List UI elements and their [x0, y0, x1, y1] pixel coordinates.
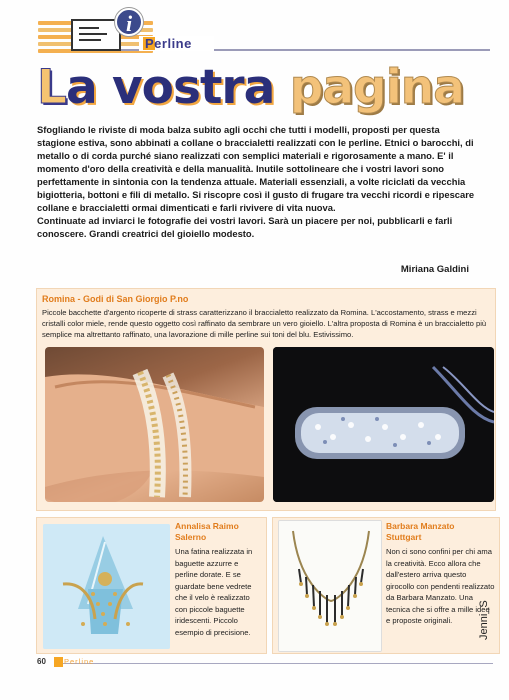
envelope-icon — [71, 19, 121, 51]
submitter-name: Annalisa Raimo — [175, 521, 239, 531]
submitter-city: Salerno — [175, 532, 207, 542]
intro-paragraph: Sfogliando le riviste di moda balza subito agli occhi che tutti i modelli, proposti per questa stagione estiva, sono abbinati a collane o braccialetti realizzati con le perline. Etnici o barocchi, di metallo o di corda purché siano realizzati con semplici materiali e rigorosamente a mano. E' il momento d'oro della creatività e della manualità. Inutile sottolineare che i vostri lavori sono perfettamente in sintonia con la tendenza attuale. Materiali essenziali, a volte riciclati da vecchia bigiotteria, bottoni e fili di metallo. Si riscopre così il gusto di frugare tra vecchi ricordi e ripescare collane e braccialetti ormai dimenticati e farli rivivere di vita nuova. — [37, 124, 475, 213]
page-title — [37, 58, 464, 118]
footer-rule — [55, 663, 493, 664]
submission-title: Romina - Godi di San Giorgio P.no — [42, 294, 189, 304]
title-initial: L — [37, 60, 66, 115]
author-signature: Miriana Galdini — [400, 264, 469, 275]
intro-paragraph: Continuate ad inviarci le fotografie dei vostri lavori. Sarà un piacere per noi, pubblicarli e farli conoscere. Grandi creatrici del gioiello modesto. — [37, 215, 453, 239]
blue-bead-bracelet-photo — [273, 347, 494, 502]
footer-magazine-title: Perline — [64, 657, 95, 666]
submitter-name: Barbara Manzato — [386, 521, 455, 531]
title-word-pagina: pagina — [289, 60, 464, 115]
title-word-a: a — [65, 60, 97, 115]
page-number: 60 — [37, 657, 46, 666]
footer-marker — [54, 657, 63, 667]
intro-text — [37, 123, 477, 240]
submission-text: Piccole bacchette d'argento ricoperte di strass caratterizzano il braccialetto realizzato da Romina. L'accostamento, strass e mezzi cristalli color miele, rende questo oggetto così raffinato da sembrare un vero gioiello. L'altra proposta di Romina è un braccialetto più semplice ma altrettanto raffinato, una lavorazione di mille perline sui toni del blu. Estivissimo. — [42, 308, 487, 339]
bracelet-on-wrist-photo — [45, 347, 264, 502]
submitter-city: Stuttgart — [386, 532, 422, 542]
section-title: Perline — [145, 36, 192, 51]
submission-text: Una fatina realizzata in baguette azzurre e perline dorate. E se guardate bene vedrete che il velo è realizzato con piccole baguette iridescenti. Piccolo esempio di precisione. — [175, 547, 253, 637]
necklace-photo — [278, 520, 382, 652]
bead-fairy-photo — [43, 524, 170, 649]
submission-text: Non ci sono confini per chi ama la creatività. Ecco allora che dall'estero arriva questo girocollo con pendenti realizzato da Barbara Manzato. Una tecnica che si offre a mille idee e proposte originali. — [386, 547, 495, 625]
title-word-vostra: vostra — [112, 60, 275, 115]
info-icon: i — [115, 8, 143, 36]
watermark: Jenni_S — [478, 600, 490, 640]
